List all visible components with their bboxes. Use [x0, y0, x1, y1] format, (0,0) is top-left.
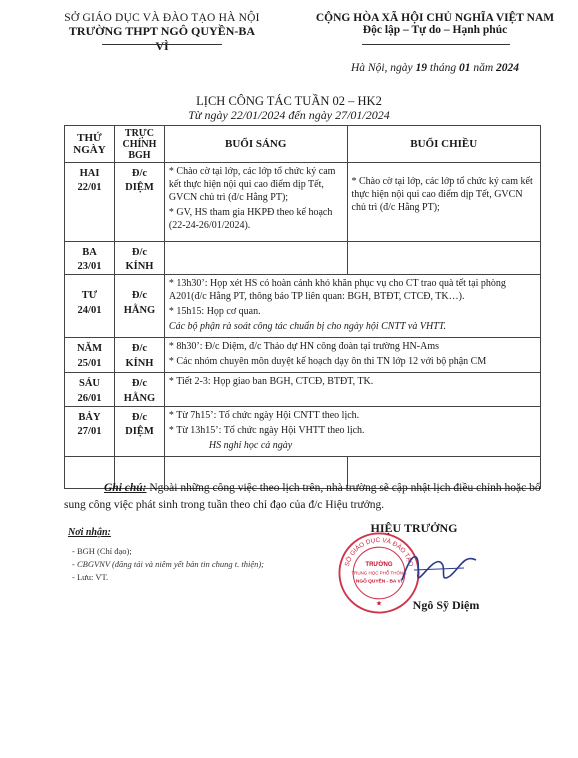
day-name: BA	[82, 247, 97, 258]
day-date: 22/01	[77, 182, 102, 194]
table-row	[65, 406, 541, 456]
signer-name: Ngô Sỹ Diệm	[412, 598, 480, 612]
duty-prefix: Đ/c	[131, 168, 148, 179]
recipient-item: - BGH (Chỉ đạo);	[72, 546, 132, 556]
day-date: 25/01	[77, 357, 102, 369]
date-mid2: năm	[470, 62, 497, 74]
handwritten-signature	[394, 540, 484, 594]
date-month: 01	[458, 62, 471, 74]
note-label: Ghi chú:	[104, 482, 147, 494]
row-afternoon	[347, 242, 541, 275]
header-left-divider	[102, 44, 222, 45]
row-duty	[114, 373, 164, 406]
stamp-text-line: TRƯỜNG	[365, 562, 393, 569]
duty-name: HẰNG	[123, 304, 156, 316]
row-day	[65, 373, 115, 406]
table-row	[65, 163, 541, 242]
schedule-table	[64, 125, 541, 489]
row-morning	[164, 242, 347, 275]
row-afternoon	[347, 163, 541, 242]
agency-header	[62, 12, 262, 54]
national-title: CỘNG HÒA XÃ HỘI CHỦ NGHĨA VIỆT NAM	[315, 12, 555, 24]
date-prefix: Hà Nội, ngày	[350, 62, 416, 74]
table-row	[65, 275, 541, 338]
stamp-text-line: TRUNG HỌC PHỔ THÔNG	[351, 570, 407, 576]
header-morning: BUỔI SÁNG	[164, 126, 347, 163]
row-merged	[164, 406, 540, 456]
row-day	[65, 338, 115, 373]
header-afternoon: BUỔI CHIỀU	[347, 126, 541, 163]
table-row	[65, 373, 541, 406]
row-duty	[114, 275, 164, 338]
schedule-item: Các bộ phận rà soát công tác chuẩn bị cho ngày hội CNTT và VHTT.	[168, 321, 447, 333]
duty-name: DIỆM	[125, 425, 154, 437]
table-row	[65, 338, 541, 373]
day-name: HAI	[79, 168, 100, 179]
note-text: Ngoài những công việc theo lịch trên, nhà trường sẽ cập nhật lịch điều chỉnh hoặc bổ sung công việc phát sinh trong tuần theo chỉ đạo của đ/c Hiệu trưởng.	[64, 482, 541, 512]
stamp-text-line: NGÔ QUYỀN - BA VÌ	[355, 579, 403, 585]
school-name: TRƯỜNG THPT NGÔ QUYỀN-BA VÌ	[68, 24, 256, 53]
duty-name: HẰNG	[123, 392, 156, 404]
duty-prefix: Đ/c	[131, 411, 148, 423]
row-morning	[164, 163, 347, 242]
row-duty	[114, 406, 164, 456]
row-day	[65, 163, 115, 242]
header-day: THỨ NGÀY	[65, 126, 115, 163]
row-merged	[164, 275, 540, 338]
day-name: TƯ	[81, 290, 98, 302]
row-duty	[114, 338, 164, 373]
schedule-item: * Từ 13h15’: Tổ chức ngày Hội VHTT theo lịch.	[168, 424, 365, 436]
row-merged	[164, 338, 540, 373]
row-day	[65, 275, 115, 338]
document-subtitle: Từ ngày 22/01/2024 đến ngày 27/01/2024	[188, 108, 390, 122]
day-date: 27/01	[77, 425, 102, 437]
date-mid: tháng	[427, 62, 459, 74]
schedule-item: * 15h15: Họp cơ quan.	[168, 306, 261, 318]
date-day: 19	[415, 62, 427, 74]
row-merged	[164, 373, 540, 406]
duty-name: KÍNH	[125, 357, 154, 369]
table-row	[65, 242, 541, 275]
row-duty	[114, 163, 164, 242]
date-year: 2024	[496, 62, 520, 74]
document-title: LỊCH CÔNG TÁC TUẦN 02 – HK2	[196, 94, 382, 108]
department-name: SỞ GIÁO DỤC VÀ ĐÀO TẠO HÀ NỘI	[64, 12, 260, 24]
day-name: BẢY	[78, 411, 101, 423]
morning-item: * Chào cờ tại lớp, các lớp tổ chức ký cam kết thực hiện nội qui cao điểm dịp Tết, GVCN chủ trì (đ/c Hằng PT);	[168, 166, 336, 203]
duty-name: DIỆM	[125, 182, 154, 194]
schedule-item: * 8h30’: Đ/c Diệm, đ/c Thảo dự HN công đoàn tại trường HN-Ams	[168, 341, 439, 353]
header-duty: TRỰC CHÍNH BGH	[114, 126, 164, 163]
day-name: SÁU	[78, 378, 100, 390]
row-duty	[114, 242, 164, 275]
recipients-list	[72, 545, 264, 585]
issue-date	[300, 62, 570, 74]
day-date: 24/01	[77, 304, 102, 316]
duty-name: KÍNH	[125, 261, 154, 273]
national-motto: Độc lập – Tự do – Hạnh phúc	[362, 24, 508, 36]
afternoon-item: * Chào cờ tại lớp, các lớp tổ chức ký cam kết thực hiện nội qui cao điểm dịp Tết, GVCN chủ trì (đ/c Hằng PT);	[351, 176, 533, 213]
duty-prefix: Đ/c	[131, 378, 148, 390]
schedule-item: * 13h30’: Họp xét HS có hoàn cảnh khó khăn phục vụ cho CT trao quà tết tại phòng A201(đ/c Hằng PT, thông báo TP liên quan: BGH, BTĐT, CTCĐ, TK…).	[168, 278, 506, 303]
national-header	[300, 12, 570, 36]
duty-prefix: Đ/c	[131, 343, 148, 355]
svg-text:★: ★	[375, 600, 383, 608]
day-name: NĂM	[76, 343, 103, 355]
row-day	[65, 242, 115, 275]
schedule-item: * Tiết 2-3: Họp giao ban BGH, CTCĐ, BTĐT, TK.	[168, 376, 374, 388]
table-header-row	[65, 126, 541, 163]
recipients-label: Nơi nhận:	[68, 527, 111, 538]
day-date: 23/01	[77, 261, 102, 273]
day-date: 26/01	[77, 392, 102, 404]
note-paragraph	[64, 480, 544, 515]
stamp-top-text: SỞ GIÁO DỤC VÀ ĐÀO TẠO	[343, 536, 415, 568]
schedule-item: * Các nhóm chuyên môn duyệt kế hoạch dạy ôn thi TN lớp 12 với bộ phận CM	[168, 356, 487, 368]
duty-prefix: Đ/c	[131, 247, 148, 258]
schedule-item: * Từ 7h15’: Tổ chức ngày Hội CNTT theo lịch.	[168, 409, 360, 421]
recipient-item: - CBGVNV (đăng tải và niêm yết bản tin chung t. thiện);	[72, 559, 265, 570]
recipient-item: - Lưu: VT.	[72, 572, 109, 583]
duty-prefix: Đ/c	[131, 290, 148, 302]
schedule-item: HS nghỉ học cả ngày	[208, 439, 293, 451]
signer-title: HIỆU TRƯỞNG	[370, 521, 458, 535]
header-right-divider	[362, 44, 510, 45]
morning-item: * GV, HS tham gia HKPĐ theo kế hoạch (22-24-26/01/2024).	[168, 207, 333, 231]
row-day	[65, 406, 115, 456]
